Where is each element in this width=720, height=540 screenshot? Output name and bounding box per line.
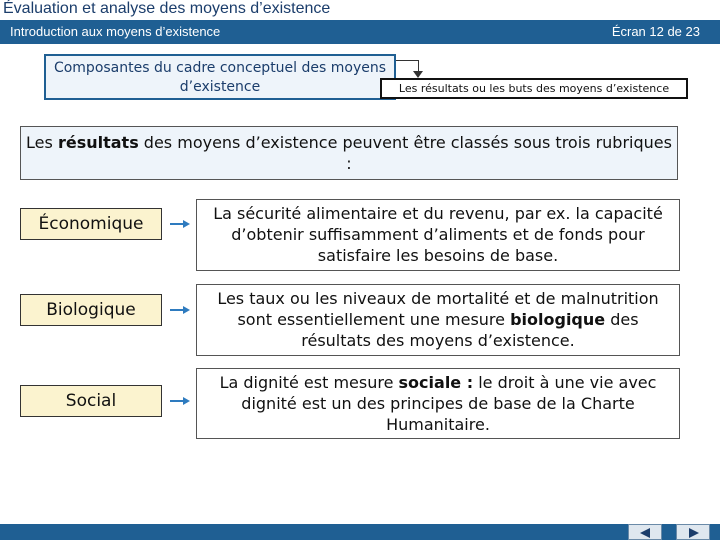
triangle-right-icon — [689, 528, 699, 538]
framework-components-button[interactable]: Composantes du cadre conceptuel des moyens d’existence — [44, 54, 396, 100]
description-bold: biologique — [510, 310, 606, 329]
triangle-left-icon — [640, 528, 650, 538]
description-text: La sécurité alimentaire et du revenu, par ex. la capacité d’obtenir suffisamment d’aliments et de fonds pour satisfaire les besoins de base. — [213, 204, 663, 265]
screen-counter: Écran 12 de 23 — [611, 24, 700, 39]
description-text: La dignité est mesure — [219, 373, 399, 392]
description-text-after: des résultats des moyens d’existence. — [301, 310, 639, 350]
category-social: Social — [20, 385, 162, 417]
category-description — [196, 368, 680, 439]
back-button[interactable] — [628, 524, 662, 540]
arrow-right-icon — [170, 304, 192, 316]
category-biologique: Biologique — [20, 294, 162, 326]
intro-text-bold: résultats — [57, 133, 139, 152]
category-economique: Économique — [20, 208, 162, 240]
intro-text-before: Les — [26, 133, 58, 152]
category-description — [196, 284, 680, 356]
footer-bar — [0, 524, 720, 540]
header-bar — [0, 20, 720, 44]
section-title: Introduction aux moyens d’existence — [10, 24, 221, 39]
arrow-right-icon — [170, 395, 192, 407]
intro-text-after: des moyens d’existence peuvent être classés sous trois rubriques : — [138, 133, 672, 173]
arrow-right-icon — [170, 218, 192, 230]
description-text-after: le droit à une vie avec dignité est un des principes de base de la Charte Humanitaire. — [241, 373, 657, 434]
connector-arrow-icon — [413, 71, 423, 78]
intro-text — [20, 126, 678, 180]
app-title: Évaluation et analyse des moyens d’existence — [3, 0, 331, 17]
results-label-box: Les résultats ou les buts des moyens d’existence — [380, 78, 688, 99]
description-bold: sociale : — [398, 373, 474, 392]
description-text: Les taux ou les niveaux de mortalité et de malnutrition sont essentiellement une mesure — [217, 289, 659, 329]
category-description — [196, 199, 680, 271]
next-button[interactable] — [676, 524, 710, 540]
